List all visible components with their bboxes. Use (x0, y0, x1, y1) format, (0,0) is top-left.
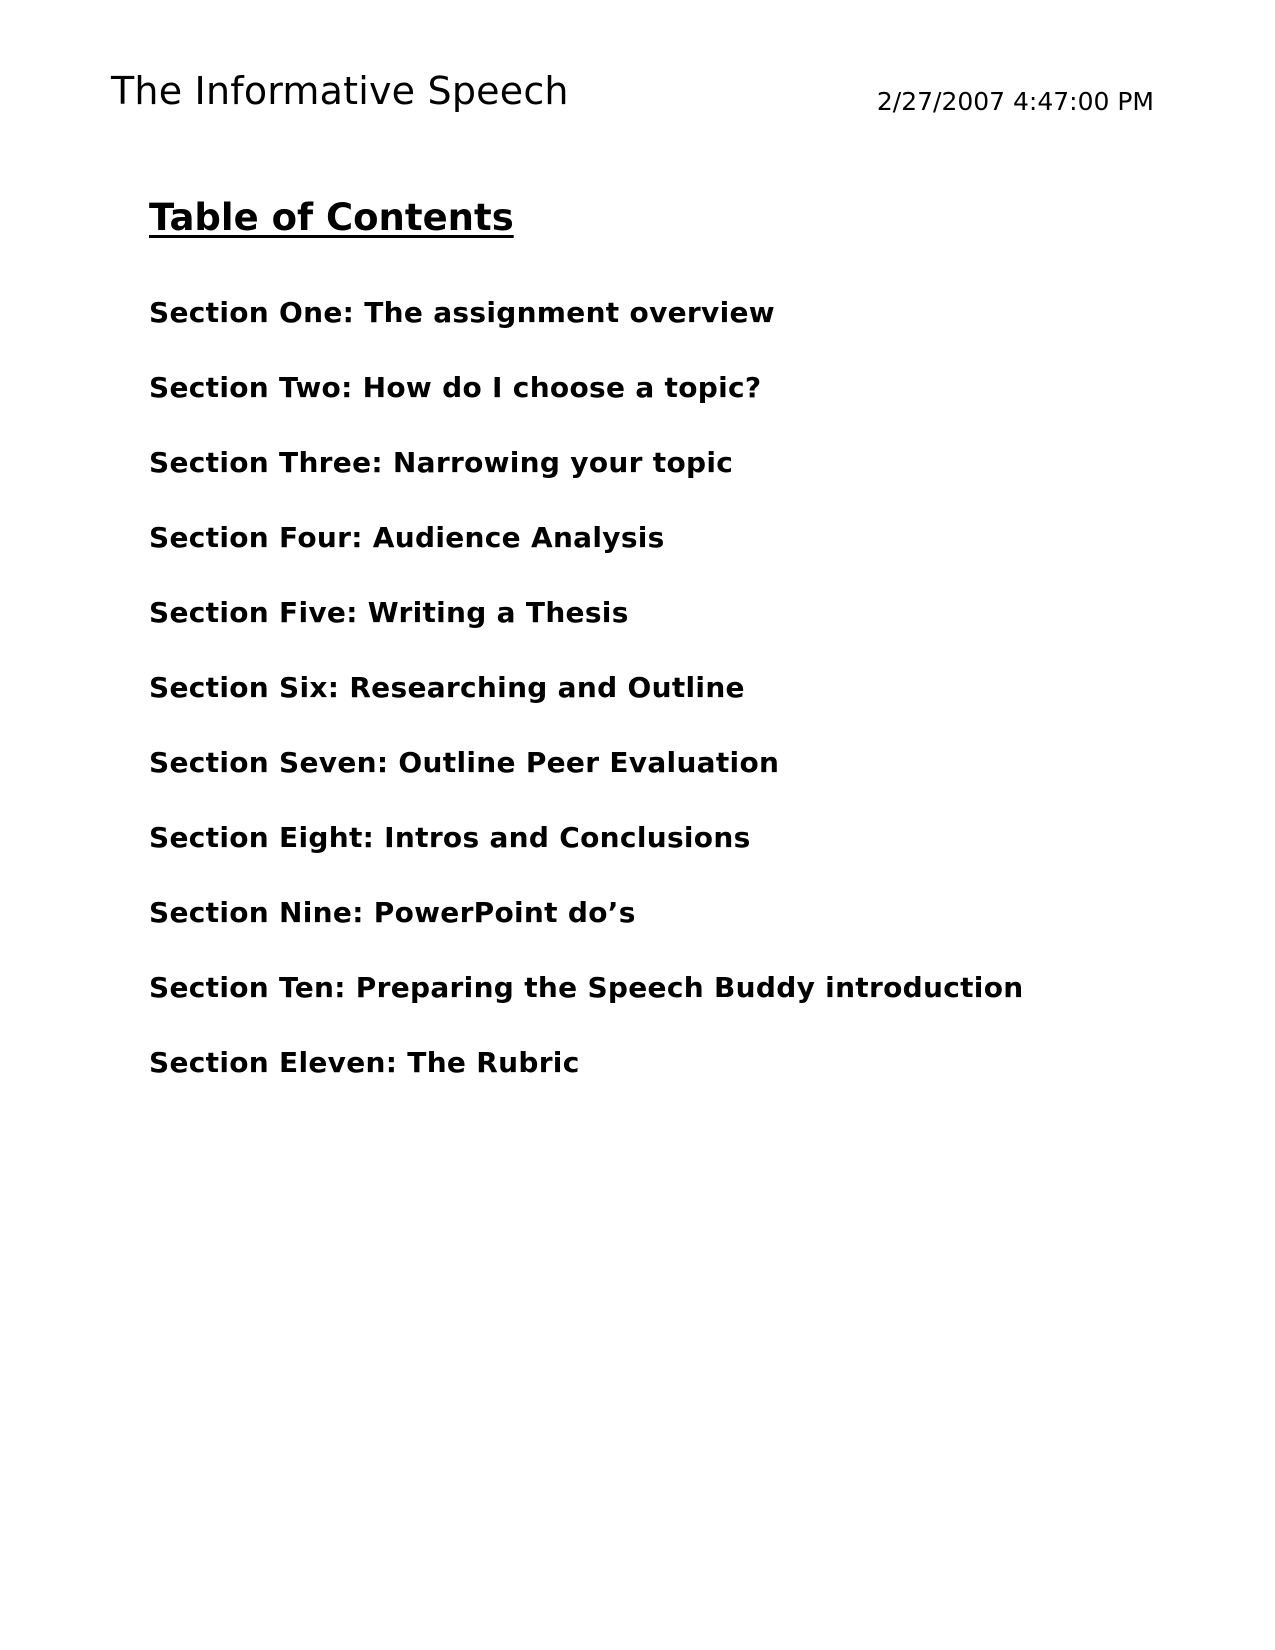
document-title: The Informative Speech (111, 69, 569, 113)
toc-item-section-ten: Section Ten: Preparing the Speech Buddy introduction (149, 971, 1024, 1004)
toc-item-section-nine: Section Nine: PowerPoint do’s (149, 896, 636, 929)
toc-item-section-three: Section Three: Narrowing your topic (149, 446, 734, 479)
toc-item-section-two: Section Two: How do I choose a topic? (149, 371, 762, 404)
toc-item-section-four: Section Four: Audience Analysis (149, 521, 665, 554)
document-datetime: 2/27/2007 4:47:00 PM (876, 87, 1154, 116)
toc-item-section-eleven: Section Eleven: The Rubric (149, 1046, 580, 1079)
toc-item-section-seven: Section Seven: Outline Peer Evaluation (149, 746, 780, 779)
toc-item-section-eight: Section Eight: Intros and Conclusions (149, 821, 751, 854)
toc-item-section-six: Section Six: Researching and Outline (149, 671, 745, 704)
toc-item-section-one: Section One: The assignment overview (149, 296, 775, 329)
toc-item-section-five: Section Five: Writing a Thesis (149, 596, 629, 629)
toc-list (149, 296, 1024, 1124)
toc-heading: Table of Contents (149, 196, 514, 239)
